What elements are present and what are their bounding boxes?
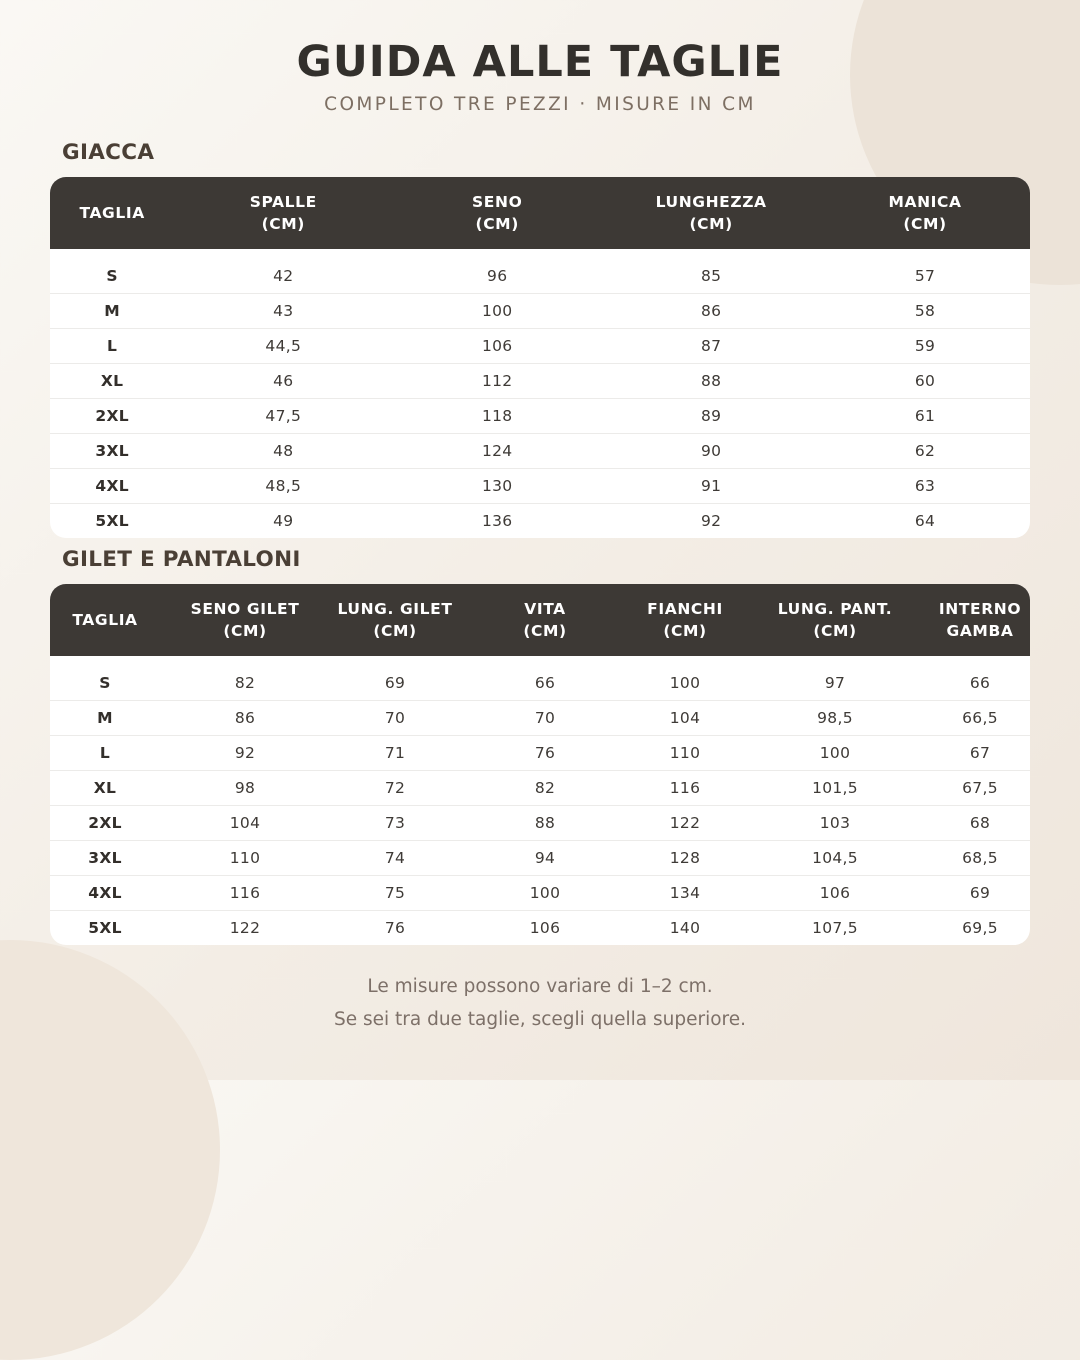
measurement-cell: 66,5 [930,701,1030,736]
measurement-cell: 88 [460,806,630,841]
measurement-cell: 62 [820,434,1030,469]
measurement-cell: 58 [820,294,1030,329]
size-cell: XL [50,364,174,399]
column-header-unit: (CM) [261,215,305,233]
measurement-cell: 104 [160,806,330,841]
measurement-cell: 59 [820,329,1030,364]
measurement-cell: 92 [700,512,722,530]
measurement-cell: 136 [481,512,513,530]
footer-note [0,970,1080,1036]
measurement-cell: 116 [630,771,740,806]
size-cell: L [50,329,174,364]
column-header-label: VITA [524,600,566,618]
measurement-cell: 61 [820,399,1030,434]
measurement-cell: 106 [392,329,602,364]
size-cell: M [50,294,174,329]
measurement-cell: 85 [602,259,820,294]
measurement-cell: 100 [630,666,740,701]
measurement-cell: 74 [330,841,460,876]
size-cell: 4XL [50,876,160,911]
table-body [50,656,1030,945]
column-header [630,584,740,656]
measurement-cell: 130 [392,469,602,504]
table-row [50,806,1030,841]
table-header-row [50,177,1030,249]
measurement-cell: 76 [460,736,630,771]
page-subtitle: COMPLETO TRE PEZZI · MISURE IN CM [324,94,756,115]
column-header [160,584,330,656]
measurement-cell: 46 [174,364,392,399]
measurement-cell: 118 [392,399,602,434]
column-header-label: TAGLIA [72,611,138,629]
measurement-cell: 67 [930,736,1030,771]
measurement-cell: 100 [740,736,930,771]
measurement-cell: 73 [330,806,460,841]
size-cell: S [50,259,174,294]
measurement-cell: 42 [174,259,392,294]
measurement-cell: 66 [460,666,630,701]
column-header-unit: (CM) [903,215,947,233]
column-header-unit: (CM) [373,622,417,640]
measurement-cell: 104,5 [740,841,930,876]
measurement-cell: 122 [630,806,740,841]
measurement-cell: 47,5 [174,399,392,434]
vest-pants-size-table-card [50,584,1030,945]
section-title-giacca: GIACCA [62,140,155,165]
measurement-cell: 70 [330,701,460,736]
measurement-cell: 69 [930,876,1030,911]
measurement-cell: 63 [820,469,1030,504]
measurement-cell: 49 [273,512,294,530]
table-row [50,364,1030,399]
table-row [50,329,1030,364]
table-row [50,294,1030,329]
column-header-label: MANICA [888,193,962,211]
column-header-label: LUNG. GILET [337,600,453,618]
table-row [50,399,1030,434]
vest-pants-size-table [50,584,1030,945]
table-header-row [50,584,1030,656]
measurement-cell: 82 [460,771,630,806]
measurement-cell: 100 [392,294,602,329]
measurement-cell: 76 [384,919,406,937]
measurement-cell: 100 [460,876,630,911]
table-row [50,469,1030,504]
column-header [602,177,820,249]
measurement-cell: 48,5 [174,469,392,504]
table-row [50,876,1030,911]
jacket-size-table [50,177,1030,538]
measurement-cell: 106 [529,919,561,937]
measurement-cell: 67,5 [930,771,1030,806]
measurement-cell: 90 [602,434,820,469]
column-header-label: TAGLIA [79,204,145,222]
measurement-cell: 110 [630,736,740,771]
measurement-cell: 134 [630,876,740,911]
measurement-cell: 104 [630,701,740,736]
column-header-unit: (CM) [813,622,857,640]
column-header [930,584,1030,656]
measurement-cell: 72 [330,771,460,806]
size-cell: 2XL [50,399,174,434]
table-row [50,841,1030,876]
column-header [820,177,1030,249]
measurement-cell: 82 [160,666,330,701]
measurement-cell: 57 [820,259,1030,294]
size-cell: 3XL [50,434,174,469]
measurement-cell: 69 [330,666,460,701]
measurement-cell: 64 [914,512,936,530]
footer-note-line-2: Se sei tra due taglie, scegli quella superiore. [333,1009,747,1030]
size-cell: XL [50,771,160,806]
measurement-cell: 94 [460,841,630,876]
column-header [392,177,602,249]
measurement-cell: 124 [392,434,602,469]
footer-note-line-1: Le misure possono variare di 1–2 cm. [367,976,713,997]
column-header-label: INTERNO [938,600,1022,618]
page-title: GUIDA ALLE TAGLIE [296,37,784,87]
table-row [50,911,1030,946]
measurement-cell: 107,5 [812,919,858,937]
column-header-unit: GAMBA [946,622,1014,640]
column-header-unit: (CM) [475,215,519,233]
measurement-cell: 71 [330,736,460,771]
table-row [50,666,1030,701]
column-header [460,584,630,656]
size-cell: M [50,701,160,736]
table-row [50,701,1030,736]
column-header-label: SENO [472,193,523,211]
column-header-unit: (CM) [523,622,567,640]
jacket-size-table-card [50,177,1030,538]
measurement-cell: 128 [630,841,740,876]
measurement-cell: 116 [160,876,330,911]
measurement-cell: 112 [392,364,602,399]
size-cell: 4XL [50,469,174,504]
measurement-cell: 96 [392,259,602,294]
measurement-cell: 60 [820,364,1030,399]
table-row [50,771,1030,806]
measurement-cell: 87 [602,329,820,364]
measurement-cell: 86 [160,701,330,736]
page-header [0,34,1080,115]
measurement-cell: 98 [160,771,330,806]
measurement-cell: 103 [740,806,930,841]
table-row [50,504,1030,539]
column-header [50,177,174,249]
column-header-unit: (CM) [689,215,733,233]
measurement-cell: 69,5 [962,919,998,937]
measurement-cell: 98,5 [740,701,930,736]
measurement-cell: 68 [930,806,1030,841]
measurement-cell: 92 [160,736,330,771]
measurement-cell: 140 [669,919,701,937]
measurement-cell: 106 [740,876,930,911]
column-header [174,177,392,249]
column-header-label: LUNG. PANT. [777,600,893,618]
size-cell: 3XL [50,841,160,876]
measurement-cell: 68,5 [930,841,1030,876]
size-cell: L [50,736,160,771]
column-header-label: LUNGHEZZA [655,193,767,211]
column-header-label: SENO GILET [190,600,300,618]
table-row [50,259,1030,294]
column-header-unit: (CM) [223,622,267,640]
measurement-cell: 88 [602,364,820,399]
measurement-cell: 66 [930,666,1030,701]
column-header-unit: (CM) [663,622,707,640]
measurement-cell: 91 [602,469,820,504]
size-cell: 5XL [88,919,122,937]
measurement-cell: 122 [229,919,261,937]
measurement-cell: 44,5 [174,329,392,364]
section-title-gilet-pantaloni: GILET E PANTALONI [62,547,301,572]
measurement-cell: 75 [330,876,460,911]
size-cell: 2XL [50,806,160,841]
table-body [50,249,1030,538]
measurement-cell: 89 [602,399,820,434]
size-cell: S [50,666,160,701]
measurement-cell: 70 [460,701,630,736]
column-header-label: SPALLE [249,193,317,211]
measurement-cell: 101,5 [740,771,930,806]
size-cell: 5XL [95,512,129,530]
measurement-cell: 110 [160,841,330,876]
column-header [50,584,160,656]
measurement-cell: 86 [602,294,820,329]
column-header-label: FIANCHI [647,600,723,618]
table-row [50,736,1030,771]
table-row [50,434,1030,469]
measurement-cell: 48 [174,434,392,469]
column-header [330,584,460,656]
measurement-cell: 43 [174,294,392,329]
column-header [740,584,930,656]
measurement-cell: 97 [740,666,930,701]
